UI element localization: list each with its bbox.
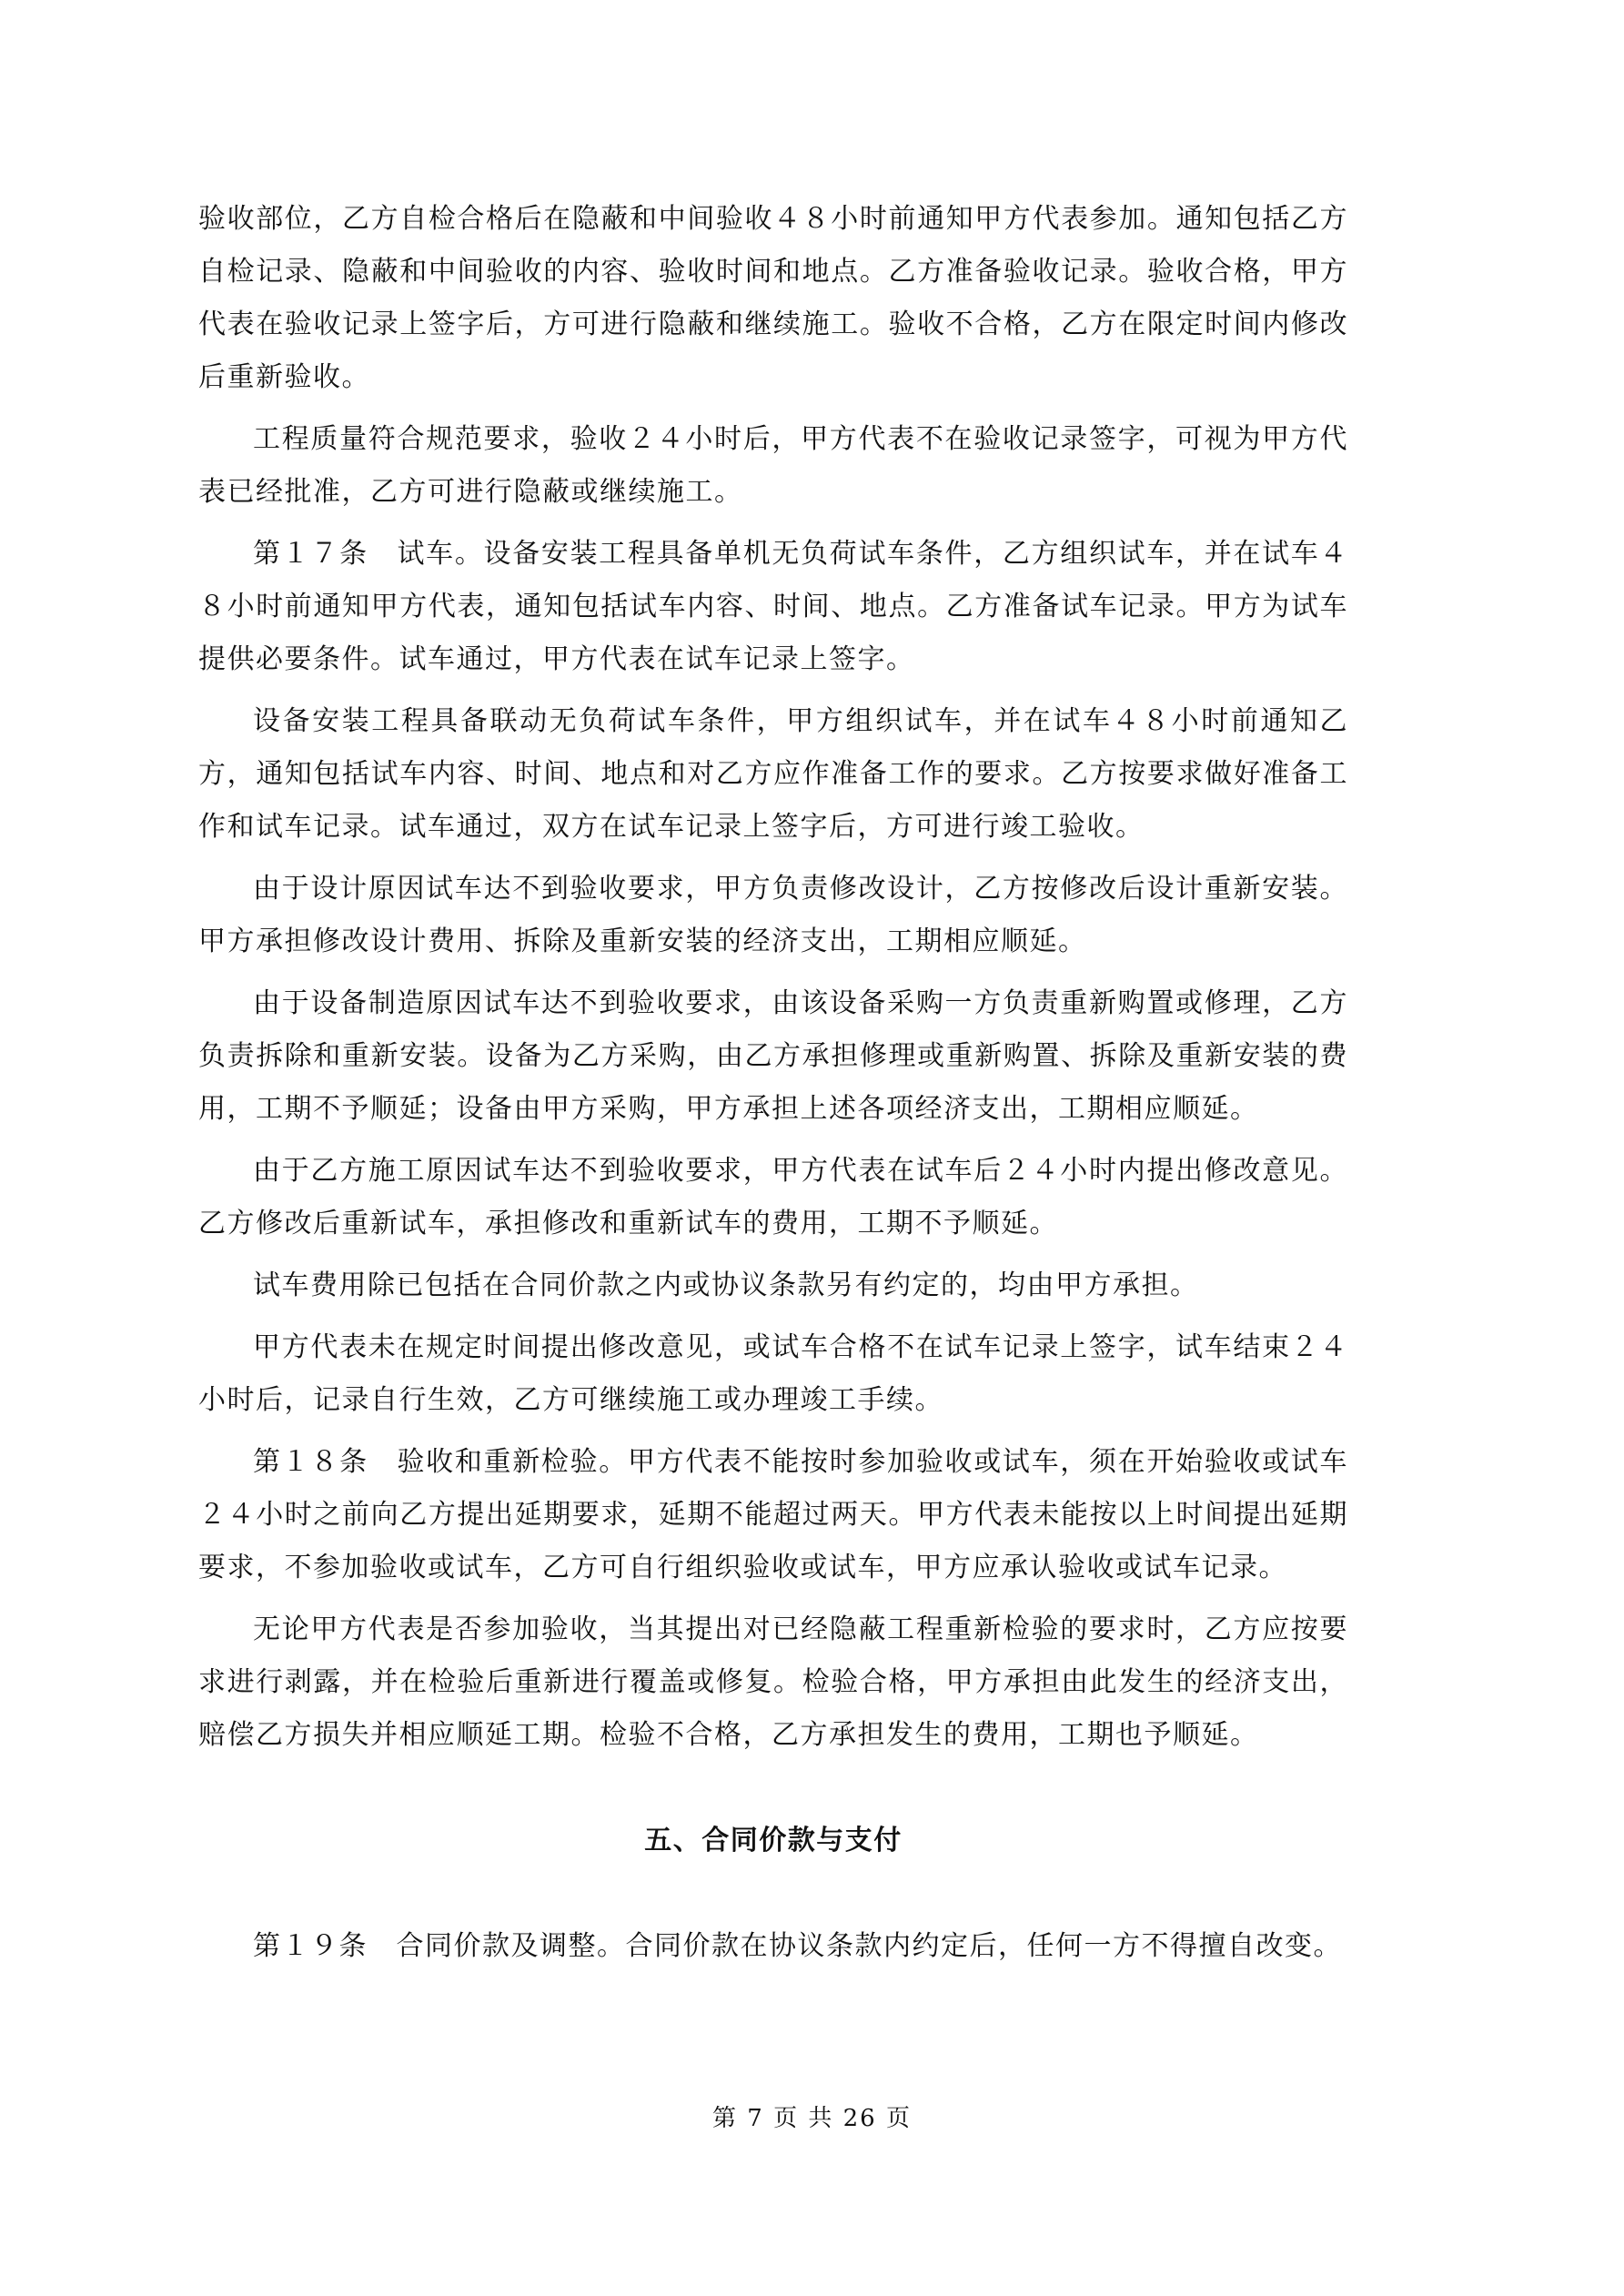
paragraph: 设备安装工程具备联动无负荷试车条件，甲方组织试车，并在试车４８小时前通知乙方，通知包括试车内容、时间、地点和对乙方应作准备工作的要求。乙方按要求做好准备工作和试车记录。试车通过，双方在试车记录上签字后，方可进行竣工验收。 [198,705,1348,843]
paragraph: 由于设备制造原因试车达不到验收要求，由该设备采购一方负责重新购置或修理，乙方负责拆除和重新安装。设备为乙方采购，由乙方承担修理或重新购置、拆除及重新安装的费用，工期不予顺延；设备由甲方采购，甲方承担上述各项经济支出，工期相应顺延。 [198,987,1348,1125]
paragraph: 试车费用除已包括在合同价款之内或协议条款另有约定的，均由甲方承担。 [253,1269,1199,1301]
article-18-paragraph: 第１８条 验收和重新检验。甲方代表不能按时参加验收或试车，须在开始验收或试车２４小时之前向乙方提出延期要求，延期不能超过两天。甲方代表未能按以上时间提出延期要求，不参加验收或试车，乙方可自行组织验收或试车，甲方应承认验收或试车记录。 [198,1446,1348,1583]
page-footer: 第 7 页 共 26 页 [712,2105,912,2132]
paragraph: 由于乙方施工原因试车达不到验收要求，甲方代表在试车后２４小时内提出修改意见。乙方修改后重新试车，承担修改和重新试车的费用，工期不予顺延。 [198,1155,1348,1239]
paragraph-continuation: 验收部位，乙方自检合格后在隐蔽和中间验收４８小时前通知甲方代表参加。通知包括乙方自检记录、隐蔽和中间验收的内容、验收时间和地点。乙方准备验收记录。验收合格，甲方代表在验收记录上签字后，方可进行隐蔽和继续施工。验收不合格，乙方在限定时间内修改后重新验收。 [198,203,1348,393]
document-body [198,193,1348,1982]
article-19-paragraph: 第１９条 合同价款及调整。合同价款在协议条款内约定后，任何一方不得擅自改变。 [253,1930,1342,1962]
article-17-paragraph: 第１７条 试车。设备安装工程具备单机无负荷试车条件，乙方组织试车，并在试车４８小时前通知甲方代表，通知包括试车内容、时间、地点。乙方准备试车记录。甲方为试车提供必要条件。试车通过，甲方代表在试车记录上签字。 [198,538,1348,675]
paragraph: 工程质量符合规范要求，验收２４小时后，甲方代表不在验收记录签字，可视为甲方代表已经批准，乙方可进行隐蔽或继续施工。 [198,423,1348,508]
paragraph: 甲方代表未在规定时间提出修改意见，或试车合格不在试车记录上签字，试车结束２４小时后，记录自行生效，乙方可继续施工或办理竣工手续。 [198,1331,1348,1416]
paragraph: 无论甲方代表是否参加验收，当其提出对已经隐蔽工程重新检验的要求时，乙方应按要求进行剥露，并在检验后重新进行覆盖或修复。检验合格，甲方承担由此发生的经济支出，赔偿乙方损失并相应顺延工期。检验不合格，乙方承担发生的费用，工期也予顺延。 [198,1613,1348,1751]
section-heading: 五、合同价款与支付 [644,1825,903,1856]
paragraph: 由于设计原因试车达不到验收要求，甲方负责修改设计，乙方按修改后设计重新安装。甲方承担修改设计费用、拆除及重新安装的经济支出，工期相应顺延。 [198,873,1348,957]
